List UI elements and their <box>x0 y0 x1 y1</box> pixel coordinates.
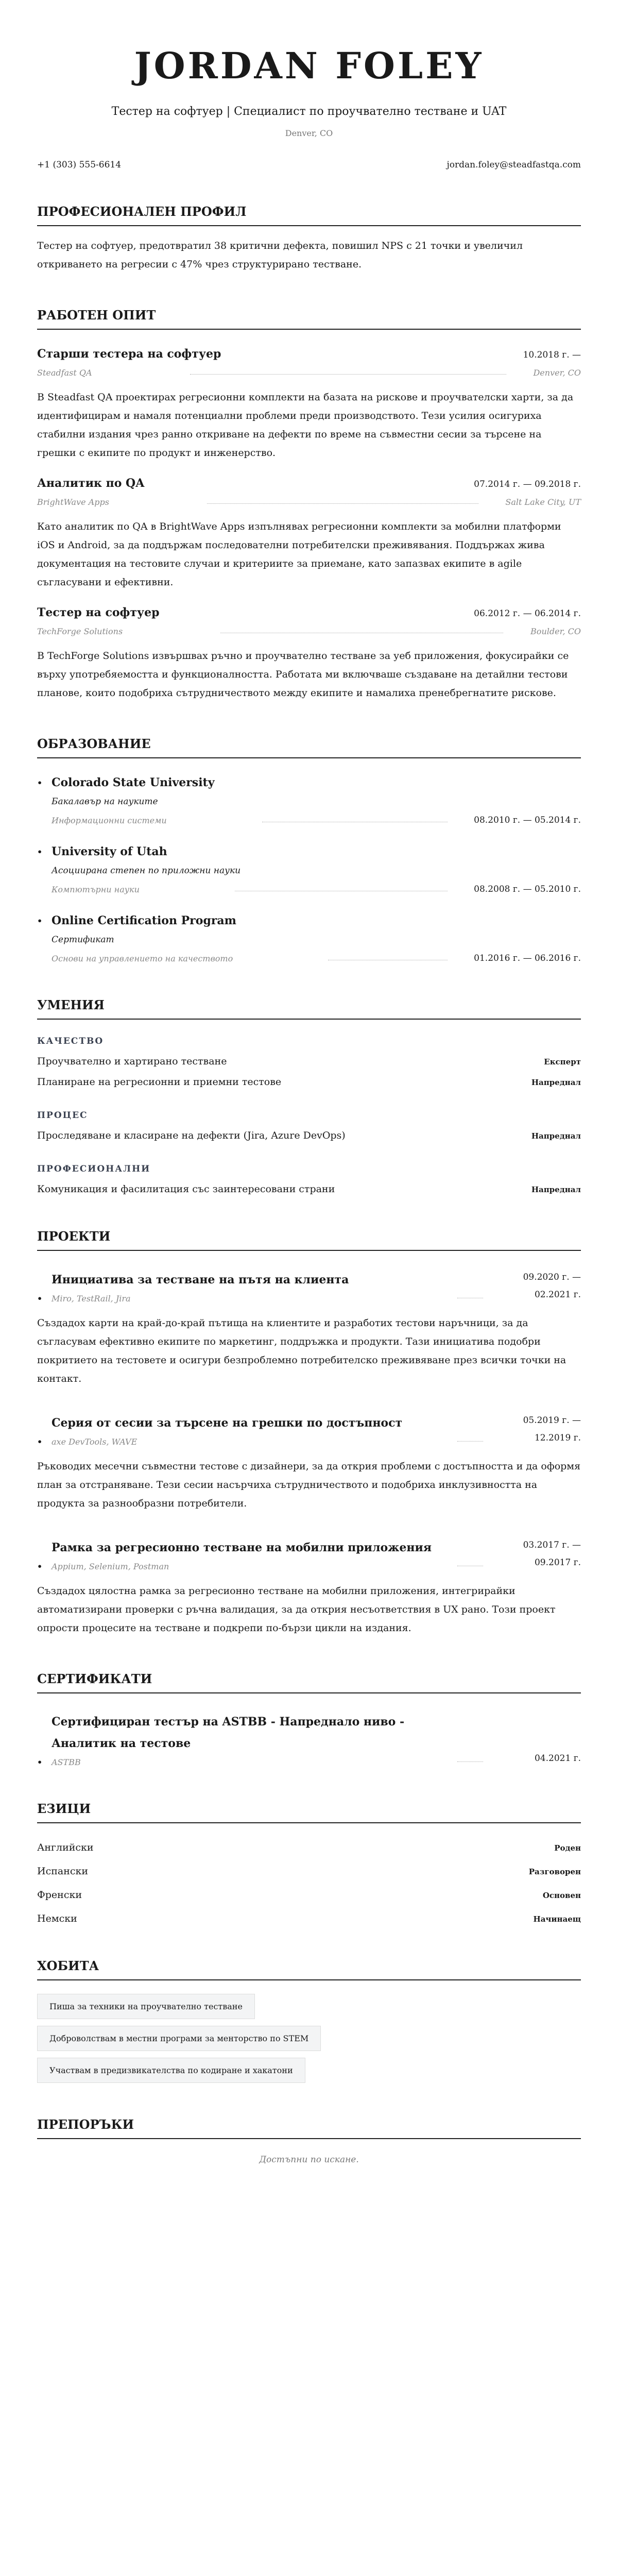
education-entry <box>37 776 581 825</box>
job-entry <box>37 606 581 702</box>
education-details <box>52 845 581 894</box>
project-meta: ASTBB <box>52 1757 81 1767</box>
skill-category: ПРОФЕСИОНАЛНИ <box>37 1164 151 1174</box>
experience-section <box>37 308 581 702</box>
skill-row <box>37 1130 581 1141</box>
bullet-icon: • <box>37 1562 43 1571</box>
languages-section <box>37 1801 581 1924</box>
references-text: Достъпни по искане. <box>259 2155 359 2165</box>
skill-name: Проследяване и класиране на дефекти (Jira, Azure DevOps) <box>37 1130 346 1141</box>
skills-list <box>37 1020 581 1195</box>
job-title: Тестер на софтуер <box>37 606 160 619</box>
job-title: Старши тестера на софтуер <box>37 347 221 361</box>
language-name: Френски <box>37 1889 82 1901</box>
job-location: Boulder, CO <box>530 626 581 636</box>
job-header <box>37 606 581 619</box>
projects-section <box>37 1229 581 1637</box>
profile-text: Тестер на софтуер, предотвратил 38 критични дефекта, повишил NPS с 21 точки и увеличил откриването на регресии с 47% чрез структурирано тестване. <box>37 240 523 270</box>
education-section <box>37 736 581 963</box>
project-header <box>37 1536 581 1571</box>
job-meta <box>37 368 581 378</box>
degree: Бакалавър на науките <box>52 796 158 807</box>
language-name: Английски <box>37 1842 94 1853</box>
bullet-icon: • <box>37 847 43 857</box>
education-entry <box>37 845 581 894</box>
project-dates: 05.2019 г. — 12.2019 г. <box>523 1415 581 1443</box>
field-of-study: Компютърни науки <box>52 885 140 894</box>
job-meta <box>37 626 581 636</box>
certification-list <box>37 1693 581 1767</box>
skill-row <box>37 1076 581 1088</box>
project-header <box>37 1412 581 1447</box>
project-title-block <box>52 1537 457 1571</box>
section-heading: ПРОЕКТИ <box>37 1229 581 1251</box>
bullet-icon: • <box>37 1437 43 1447</box>
job-description: Като аналитик по QA в BrightWave Apps изпълнявах регресионни комплекти за мобилни платформи iOS и Android, за да поддържам последователни потребителски преживявания. Поддържах жива документация на тестовите случаи и критериите за приемане, като запазвах екипите в agile съгласувани и ефективни. <box>37 521 561 588</box>
section-heading: ХОБИТА <box>37 1958 581 1980</box>
skill-level: Експерт <box>544 1057 581 1066</box>
field-row <box>52 953 581 963</box>
language-name: Немски <box>37 1913 77 1924</box>
education-details <box>52 776 581 825</box>
email[interactable]: jordan.foley@steadfastqa.com <box>447 160 581 170</box>
project-title-block <box>52 1711 457 1767</box>
school-name: Online Certification Program <box>52 914 236 927</box>
project-header <box>37 1711 581 1767</box>
candidate-name: JORDAN FOLEY <box>134 44 484 87</box>
skill-name: Проучвателно и хартирано тестване <box>37 1056 227 1067</box>
dotted-leader <box>457 1761 483 1762</box>
language-level: Начинаещ <box>533 1914 581 1924</box>
education-details <box>52 914 581 963</box>
job-title: Аналитик по QA <box>37 477 145 490</box>
section-heading: ПРЕПОРЪКИ <box>37 2117 581 2139</box>
job-dates: 07.2014 г. — 09.2018 г. <box>474 479 581 489</box>
language-level: Роден <box>554 1843 581 1853</box>
project-dates: 09.2020 г. — 02.2021 г. <box>523 1272 581 1300</box>
language-name: Испански <box>37 1866 89 1877</box>
job-header <box>37 347 581 361</box>
section-heading: ЕЗИЦИ <box>37 1801 581 1823</box>
project-meta: Miro, TestRail, Jira <box>52 1294 131 1303</box>
project-description: Създадох цялостна рамка за регресионно тестване на мобилни приложения, интегрирайки автоматизирани проверки с ръчна валидация, за да открия несъответствия в UX рано. Този проект опрости процесите на тестване и подкрепи по-бързи цикли на издания. <box>37 1585 556 1634</box>
profile-section <box>37 204 581 274</box>
language-row <box>37 1913 581 1924</box>
project-entry <box>37 1268 581 1388</box>
project-meta: axe DevTools, WAVE <box>52 1437 138 1447</box>
skill-row <box>37 1056 581 1067</box>
language-list <box>37 1823 581 1924</box>
section-heading: ОБРАЗОВАНИЕ <box>37 736 581 758</box>
project-title: Инициатива за тестване на пътя на клиента <box>52 1273 349 1286</box>
hobby-tag: Доброволствам в местни програми за менторство по STEM <box>37 2026 321 2051</box>
field-of-study: Информационни системи <box>52 816 167 825</box>
section-heading: ПРОФЕСИОНАЛЕН ПРОФИЛ <box>37 204 581 226</box>
hobby-tag: Участвам в предизвикателства по кодиране и хакатони <box>37 2058 305 2083</box>
project-title-block <box>52 1269 457 1303</box>
project-description: Ръководих месечни съвместни тестове с дизайнери, за да открия проблеми с достъпността и да оформя план за отстраняване. Тези сесии насърчиха сътрудничеството и подобриха инклузивността на продукта за разнообразни потребители. <box>37 1461 581 1509</box>
hobby-tag: Пиша за техники на проучвателно тестване <box>37 1994 255 2019</box>
company-name: TechForge Solutions <box>37 626 123 636</box>
job-description: В Steadfast QA проектирах регресионни комплекти на базата на рискове и проучвателски харти, за да идентифицирам и намаля потенциални проблеми преди производството. Тези усилия осигуриха стабилни издания чрез ранно откриване на дефекти по време на съвместни сесии за търсене на грешки с екипите по продукт и инженерство. <box>37 392 574 459</box>
job-header <box>37 477 581 490</box>
education-dates: 01.2016 г. — 06.2016 г. <box>474 953 581 963</box>
project-title: Сертифициран тестър на ASTBB - Напреднало ниво - Аналитик на тестове <box>52 1715 405 1750</box>
job-description: В TechForge Solutions извършвах ръчно и проучвателно тестване за уеб приложения, фокусирайки се върху употребяемостта и функционалността. Работата ми включваше създаване на детайлни тестови планове, които подобриха сътрудничеството между екипите и намалиха пренебрегнатите рискове. <box>37 650 569 699</box>
project-header <box>37 1268 581 1303</box>
field-of-study: Основи на управлението на качеството <box>52 954 233 963</box>
headline: Тестер на софтуер | Специалист по проучвателно тестване и UAT <box>111 105 507 118</box>
project-dates: 03.2017 г. — 09.2017 г. <box>523 1540 581 1568</box>
location: Denver, CO <box>285 128 333 138</box>
hobby-list <box>37 1984 581 2083</box>
section-heading: СЕРТИФИКАТИ <box>37 1671 581 1693</box>
dotted-leader <box>457 1441 483 1442</box>
education-list <box>37 758 581 963</box>
school-name: University of Utah <box>52 845 167 858</box>
contact-row <box>37 160 581 170</box>
skill-level: Напреднал <box>531 1131 581 1141</box>
job-entry <box>37 347 581 462</box>
company-name: Steadfast QA <box>37 368 92 378</box>
job-entry <box>37 477 581 591</box>
project-list <box>37 1251 581 1637</box>
education-dates: 08.2008 г. — 05.2010 г. <box>474 884 581 894</box>
skill-level: Напреднал <box>531 1078 581 1087</box>
bullet-icon: • <box>37 1757 43 1767</box>
job-list <box>37 330 581 702</box>
bullet-icon: • <box>37 916 43 926</box>
skills-section <box>37 997 581 1195</box>
section-heading: УМЕНИЯ <box>37 997 581 1020</box>
field-row <box>52 815 581 825</box>
school-name: Colorado State University <box>52 776 215 789</box>
project-meta: Appium, Selenium, Postman <box>52 1562 169 1571</box>
dotted-leader <box>207 503 478 504</box>
certification-entry <box>37 1711 581 1767</box>
phone[interactable]: +1 (303) 555-6614 <box>37 160 122 170</box>
education-entry <box>37 914 581 963</box>
language-level: Разговорен <box>528 1867 581 1876</box>
language-row <box>37 1842 581 1853</box>
job-meta <box>37 497 581 507</box>
degree: Сертификат <box>52 935 114 945</box>
hobbies-section <box>37 1958 581 2083</box>
bullet-icon: • <box>37 1294 43 1303</box>
language-row <box>37 1889 581 1901</box>
references-section <box>37 2117 581 2165</box>
skill-name: Комуникация и фасилитация със заинтересовани страни <box>37 1183 335 1195</box>
job-location: Denver, CO <box>533 368 581 378</box>
dotted-leader <box>190 374 506 375</box>
project-title: Серия от сесии за търсене на грешки по достъпност <box>52 1416 403 1430</box>
job-dates: 06.2012 г. — 06.2014 г. <box>474 608 581 619</box>
skill-row <box>37 1183 581 1195</box>
degree: Асоциирана степен по приложни науки <box>52 866 241 876</box>
certifications-section <box>37 1671 581 1767</box>
project-title-block <box>52 1412 457 1447</box>
project-entry <box>37 1536 581 1637</box>
skill-name: Планиране на регресионни и приемни тестове <box>37 1076 282 1088</box>
project-title: Рамка за регресионно тестване на мобилни приложения <box>52 1541 432 1554</box>
language-level: Основен <box>542 1891 581 1900</box>
job-location: Salt Lake City, UT <box>505 497 581 507</box>
skill-category: КАЧЕСТВО <box>37 1036 104 1046</box>
section-heading: РАБОТЕН ОПИТ <box>37 308 581 330</box>
skill-level: Напреднал <box>531 1185 581 1194</box>
language-row <box>37 1866 581 1877</box>
project-description: Създадох карти на край-до-край пътища на клиентите и разработих тестови наръчници, за да съгласувам ефективно екипите по маркетинг, поддръжка и продукти. Тази инициатива подобри покритието на тестовете и осигури безпроблемно потребителско преживяване през всички точки на контакт. <box>37 1317 566 1384</box>
company-name: BrightWave Apps <box>37 497 109 507</box>
field-row <box>52 884 581 894</box>
job-dates: 10.2018 г. — <box>523 350 581 360</box>
education-dates: 08.2010 г. — 05.2014 г. <box>474 815 581 825</box>
bullet-icon: • <box>37 778 43 788</box>
project-dates: 04.2021 г. <box>534 1753 581 1764</box>
project-entry <box>37 1412 581 1513</box>
skill-category: ПРОЦЕС <box>37 1110 88 1121</box>
